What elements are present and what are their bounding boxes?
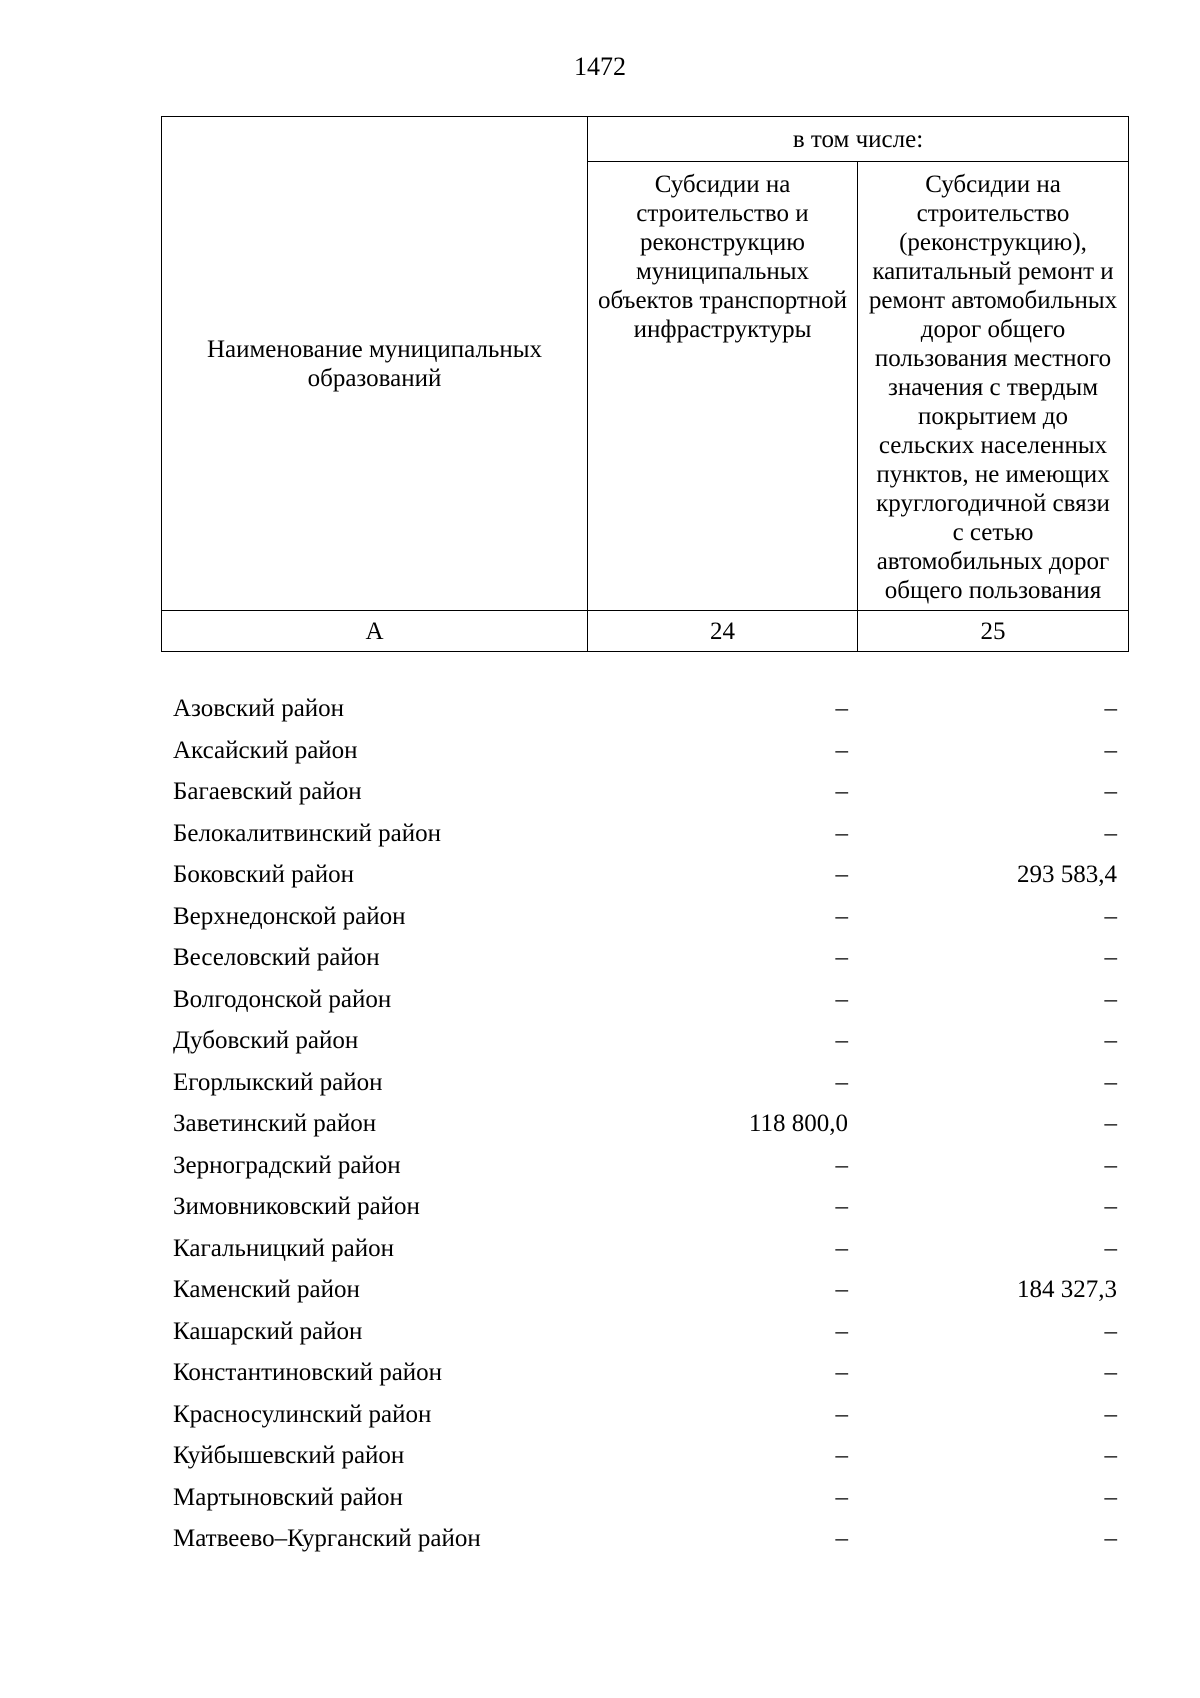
row-value-24: – [835,778,848,805]
row-value-25: – [1104,1234,1117,1262]
row-value-25: – [1104,1110,1117,1137]
row-name: Куйбышевский район [173,1442,405,1469]
table-header [161,116,1129,652]
row-value-24: – [835,1359,848,1386]
row-name: Багаевский район [173,778,362,805]
table-body [161,688,1128,1560]
table-row [161,771,1128,813]
row-value-24: – [835,1151,848,1179]
row-value-25: – [1104,1442,1117,1469]
row-value-24: – [835,1525,848,1552]
row-name: Аксайский район [173,736,358,764]
row-value-25: – [1104,1359,1117,1386]
table-row [161,979,1128,1021]
row-value-24: – [835,1400,848,1428]
row-name: Дубовский район [173,1027,359,1054]
table-row [161,1145,1128,1187]
row-name: Константиновский район [173,1359,443,1386]
row-value-24: – [835,1442,848,1469]
table-row [161,1394,1128,1436]
row-value-24: – [835,1483,848,1511]
table-row [161,1269,1128,1311]
page-number: 1472 [574,52,626,81]
header-name-column [162,117,588,611]
header-number-25: 25 [858,611,1129,652]
table-row [161,1518,1128,1560]
header-number-24: 24 [588,611,858,652]
row-name: Мартыновский район [173,1483,403,1511]
row-value-25: – [1104,1400,1117,1428]
row-name: Егорлыкский район [173,1068,383,1096]
row-name: Красносулинский район [173,1400,432,1428]
table-row [161,854,1128,896]
row-value-24: – [835,944,848,971]
row-value-25: – [1104,1525,1117,1552]
row-value-24: – [835,861,848,888]
row-value-24: – [835,902,848,930]
row-value-25: 293 583,4 [1017,861,1117,888]
row-name: Белокалитвинский район [173,819,441,847]
row-name: Заветинский район [173,1110,377,1137]
row-value-24: – [835,819,848,847]
row-value-24: – [835,1276,848,1303]
row-name: Боковский район [173,861,354,888]
row-value-25: – [1104,944,1117,971]
table-row [161,1103,1128,1145]
row-name: Матвеево–Курганский район [173,1525,481,1552]
row-value-24: – [835,695,848,722]
row-name: Веселовский район [173,944,380,971]
header-column-25-title: Субсидии на строительство (реконструкцию), капитальный ремонт и ремонт автомобильных дорог общего пользования местного значения с твердым покрытием до сельских населенных пунктов, не имеющих круглогодичной связи с сетью автомобильных дорог общего пользования [858,162,1129,611]
row-value-24: 118 800,0 [748,1110,848,1137]
row-value-24: – [835,1317,848,1345]
row-name: Зимовниковский район [173,1193,420,1220]
table-row [161,688,1128,730]
table-row [161,813,1128,855]
row-name: Кагальницкий район [173,1234,395,1262]
table-row [161,1352,1128,1394]
row-value-24: – [835,1068,848,1096]
row-value-25: – [1104,736,1117,764]
row-value-24: – [835,1193,848,1220]
row-name: Зерноградский район [173,1151,401,1179]
row-value-25: – [1104,1068,1117,1096]
row-value-24: – [835,1234,848,1262]
table-row [161,896,1128,938]
header-group-title: в том числе: [588,117,1129,162]
header-name-column-label: Наименование муниципальных образований [206,335,543,392]
row-name: Верхнедонской район [173,902,406,930]
table-row [161,1435,1128,1477]
table-row [161,937,1128,979]
row-value-24: – [835,1027,848,1054]
row-value-25: 184 327,3 [1017,1276,1117,1303]
row-value-24: – [835,736,848,764]
row-value-25: – [1104,985,1117,1013]
row-value-25: – [1104,1151,1117,1179]
table-row [161,1062,1128,1104]
row-name: Азовский район [173,695,345,722]
table-row [161,730,1128,772]
row-name: Кашарский район [173,1317,363,1345]
row-value-24: – [835,985,848,1013]
table-row [161,1311,1128,1353]
row-value-25: – [1104,902,1117,930]
row-value-25: – [1104,819,1117,847]
table-row [161,1228,1128,1270]
row-value-25: – [1104,778,1117,805]
header-number-a: А [162,611,588,652]
header-column-24-title: Субсидии на строительство и реконструкцию муниципальных объектов транспортной инфраструктуры [588,162,858,611]
row-value-25: – [1104,1317,1117,1345]
row-name: Каменский район [173,1276,360,1303]
row-value-25: – [1104,1193,1117,1220]
row-name: Волгодонской район [173,985,392,1013]
table-row [161,1020,1128,1062]
table-row [161,1186,1128,1228]
row-value-25: – [1104,1483,1117,1511]
row-value-25: – [1104,1027,1117,1054]
row-value-25: – [1104,695,1117,722]
table-row [161,1477,1128,1519]
